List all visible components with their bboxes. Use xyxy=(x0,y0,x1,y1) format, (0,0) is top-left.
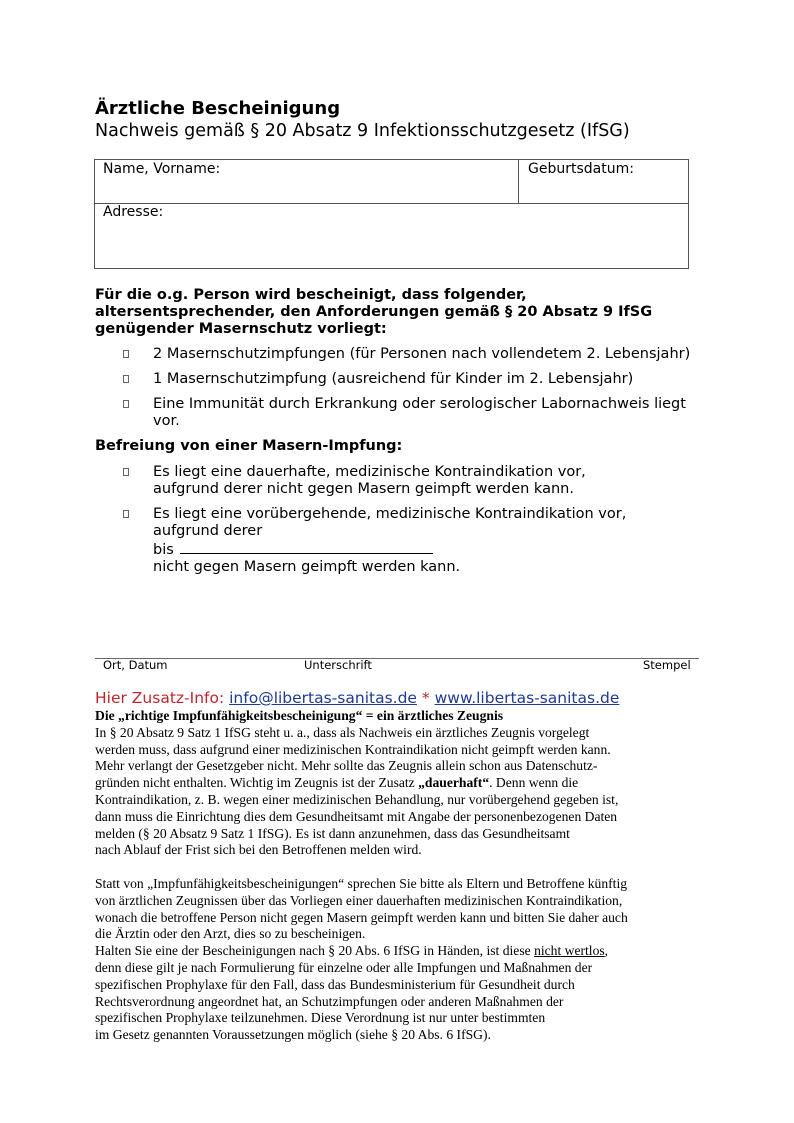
emphasis-dauerhaft: „dauerhaft“ xyxy=(418,775,490,791)
option-permanent-contraindication xyxy=(153,464,586,498)
text-line: melden (§ 20 Absatz 9 Satz 1 IfSG). Es ist dann anzunehmen, dass das Gesundheitsamt xyxy=(95,825,570,841)
option-line: Eine Immunität durch Erkrankung oder serologischer Labornachweis liegt xyxy=(153,396,686,412)
checkbox-two-vaccinations[interactable] xyxy=(123,350,129,358)
text-segment: Halten Sie eine der Bescheinigungen nach § 20 Abs. 6 IfSG in Händen, ist diese xyxy=(95,943,535,959)
text-line: die Ärztin oder den Arzt, dies so zu bescheinigen. xyxy=(95,926,366,942)
checkbox-temporary-contraindication[interactable] xyxy=(123,510,129,518)
table-divider-vertical xyxy=(518,160,519,203)
text-line xyxy=(95,943,715,960)
option-temporary-contraindication xyxy=(153,506,626,576)
explanation-heading: Die „richtige Impfunfähigkeitsbescheinigung“ = ein ärztliches Zeugnis xyxy=(95,708,504,723)
intro-line: genügender Masernschutz vorliegt: xyxy=(95,321,387,337)
page-title: Ärztliche Bescheinigung xyxy=(95,98,341,119)
option-line: vor. xyxy=(153,413,180,429)
text-line: Statt von „Impfunfähigkeitsbescheinigungen“ sprechen Sie bitte als Eltern und Betroffene künftig xyxy=(95,876,628,891)
explanation-block xyxy=(95,708,715,859)
text-segment: gründen nicht enthalten. Wichtig im Zeugnis ist der Zusatz xyxy=(95,775,419,791)
email-link[interactable]: info@libertas-sanitas.de xyxy=(229,689,417,707)
checkbox-immunity[interactable] xyxy=(123,400,129,408)
option-line: nicht gegen Masern geimpft werden kann. xyxy=(153,559,461,575)
intro-line: altersentsprechender, den Anforderungen gemäß § 20 Absatz 9 IfSG xyxy=(95,304,653,320)
option-line: Es liegt eine dauerhafte, medizinische Kontraindikation vor, xyxy=(153,464,586,480)
explanation-block-2 xyxy=(95,876,715,1044)
text-line: denn diese gilt je nach Formulierung für einzelne oder alle Impfungen und Maßnahmen der xyxy=(95,959,593,975)
text-line xyxy=(95,775,715,792)
text-line: In § 20 Absatz 9 Satz 1 IfSG steht u. a., dass als Nachweis ein ärztliches Zeugnis vorgelegt xyxy=(95,724,590,740)
emphasis-not-worthless: nicht wertlos xyxy=(534,943,605,959)
personal-data-table xyxy=(94,159,689,269)
checkbox-one-vaccination[interactable] xyxy=(123,375,129,383)
text-line: Rechtsverordnung angeordnet hat, an Schutzimpfungen oder anderen Maßnahmen der xyxy=(95,993,564,1009)
until-date-field[interactable] xyxy=(180,540,433,554)
intro-line: Für die o.g. Person wird bescheinigt, dass folgender, xyxy=(95,287,527,303)
info-line xyxy=(95,689,619,707)
text-line: dann muss die Einrichtung dies dem Gesundheitsamt mit Angabe der personenbezogenen Daten xyxy=(95,808,618,824)
until-date-row xyxy=(153,540,626,559)
option-two-vaccinations: 2 Masernschutzimpfungen (für Personen nach vollendetem 2. Lebensjahr) xyxy=(153,346,691,362)
table-divider-horizontal xyxy=(95,203,688,204)
text-segment: . Denn wenn die xyxy=(489,775,579,791)
birthdate-field-label[interactable]: Geburtsdatum: xyxy=(528,161,634,177)
info-prefix: Hier Zusatz-Info: xyxy=(95,689,225,707)
option-one-vaccination: 1 Masernschutzimpfung (ausreichend für Kinder im 2. Lebensjahr) xyxy=(153,371,634,387)
text-line: wonach die betroffene Person nicht gegen Masern geimpft werden kann und bitten Sie daher auch xyxy=(95,909,628,925)
text-line: von ärztlichen Zeugnissen über das Vorliegen einer dauerhaften medizinischen Kontraindikation, xyxy=(95,892,623,908)
website-link[interactable]: www.libertas-sanitas.de xyxy=(434,689,620,707)
text-line: nach Ablauf der Frist sich bei den Betroffenen melden wird. xyxy=(95,842,422,858)
exemption-heading: Befreiung von einer Masern-Impfung: xyxy=(95,438,403,454)
place-date-label: Ort, Datum xyxy=(103,658,168,672)
text-line: spezifischen Prophylaxe für den Fall, dass das Bundesministerium für Gesundheit durch xyxy=(95,976,575,992)
page-subtitle: Nachweis gemäß § 20 Absatz 9 Infektionsschutzgesetz (IfSG) xyxy=(95,121,630,141)
until-label: bis xyxy=(153,542,174,558)
option-immunity xyxy=(153,396,686,430)
name-field-label[interactable]: Name, Vorname: xyxy=(103,161,221,177)
text-line: Kontraindikation, z. B. wegen einer medizinischen Behandlung, nur vorübergehend gegeben ist, xyxy=(95,791,619,807)
option-line: aufgrund derer nicht gegen Masern geimpft werden kann. xyxy=(153,481,574,497)
option-line: aufgrund derer xyxy=(153,523,263,539)
text-line: im Gesetz genannten Voraussetzungen möglich (siehe § 20 Abs. 6 IfSG). xyxy=(95,1027,491,1043)
stamp-label: Stempel xyxy=(643,658,691,672)
text-line: Mehr verlangt der Gesetzgeber nicht. Mehr sollte das Zeugnis allein schon aus Datenschutz- xyxy=(95,758,598,774)
text-segment: , xyxy=(604,943,609,959)
signature-line xyxy=(95,658,699,659)
checkbox-permanent-contraindication[interactable] xyxy=(123,468,129,476)
separator-star: * xyxy=(421,689,430,707)
text-line: werden muss, dass aufgrund einer medizinischen Kontraindikation nicht geimpft werden kann. xyxy=(95,741,611,757)
signature-label: Unterschrift xyxy=(304,658,372,672)
option-line: Es liegt eine vorübergehende, medizinische Kontraindikation vor, xyxy=(153,506,627,522)
certification-intro xyxy=(95,287,695,338)
address-field-label[interactable]: Adresse: xyxy=(103,204,164,220)
text-line: spezifischen Prophylaxe teilzunehmen. Diese Verordnung ist nur unter bestimmten xyxy=(95,1010,546,1026)
